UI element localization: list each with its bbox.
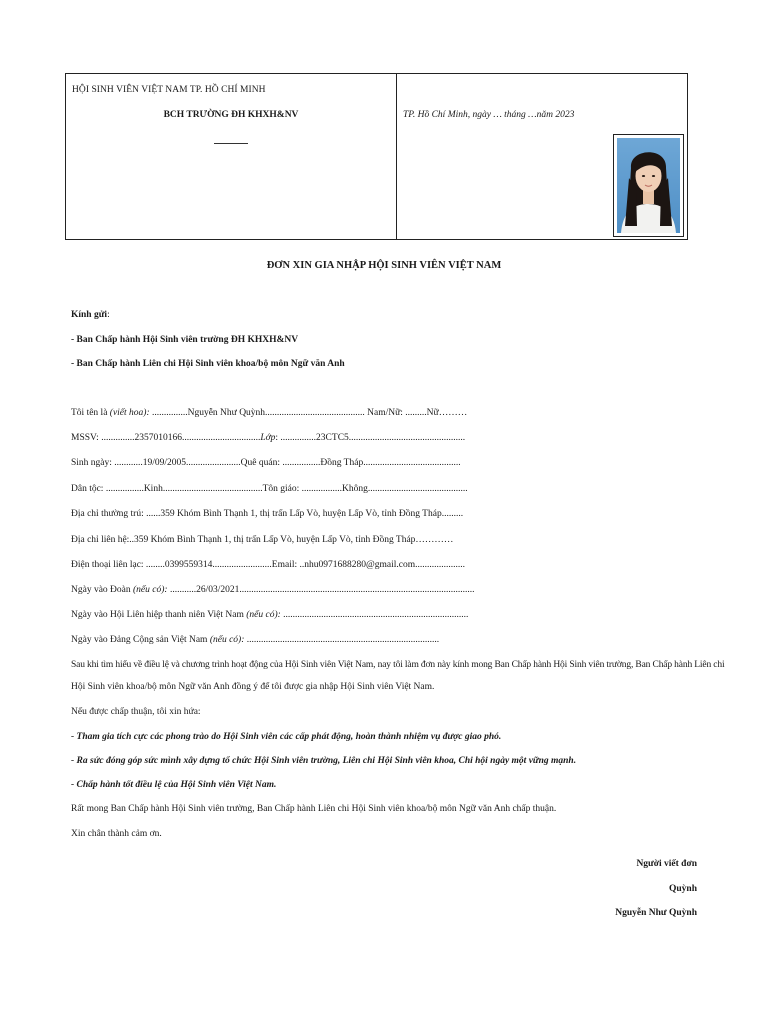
- closing-request: Rất mong Ban Chấp hành Hội Sinh viên trường, Ban Chấp hành Liên chi Hội Sinh viên khoa/bộ môn Ngữ văn Anh chấp thuận.: [71, 804, 557, 814]
- field-permanent-address: Địa chỉ thường trú: ......359 Khóm Bình Thạnh 1, thị trấn Lấp Vò, huyện Lấp Vò, tỉnh Đồng Tháp.........: [71, 509, 464, 519]
- doan-hint: (nếu có):: [133, 585, 168, 595]
- field-dang-date: [71, 635, 439, 645]
- lhtn-hint: (nếu có):: [246, 610, 281, 620]
- thanks: Xin chân thành cảm ơn.: [71, 829, 162, 839]
- student-portrait-photo: [617, 138, 680, 233]
- body-paragraph-line-1: Sau khi tìm hiểu về điều lệ và chương trình hoạt động của Hội Sinh viên Việt Nam, nay tôi làm đơn này kính mong Ban Chấp hành Hội Sinh viên trường, Ban Chấp hành Liên chi: [71, 660, 725, 670]
- header-table: [65, 73, 688, 240]
- field-phone-email: Điện thoại liên lạc: ........0399559314.........................Email: ..nhu0971688280@gmail.com.....................: [71, 560, 465, 570]
- place-date-line: TP. Hồ Chí Minh, ngày … tháng …năm 2023: [403, 110, 575, 120]
- dob-label: Sinh ngày:: [71, 458, 115, 468]
- organization-name: HỘI SINH VIÊN VIỆT NAM TP. HỒ CHÍ MINH: [72, 85, 266, 95]
- field-contact-address: Địa chỉ liên hệ:..359 Khóm Bình Thạnh 1, thị trấn Lấp Vò, huyện Lấp Vò, tỉnh Đồng Tháp…………: [71, 535, 454, 545]
- document-title: ĐƠN XIN GIA NHẬP HỘI SINH VIÊN VIỆT NAM: [266, 260, 502, 271]
- photo-frame: [613, 134, 684, 237]
- recipient-2: - Ban Chấp hành Liên chi Hội Sinh viên khoa/bộ môn Ngữ văn Anh: [71, 359, 345, 369]
- doan-label: Ngày vào Đoàn: [71, 585, 133, 595]
- lhtn-label: Ngày vào Hội Liên hiệp thanh niên Việt Nam: [71, 610, 247, 620]
- mssv-label: MSSV:: [71, 433, 102, 443]
- executive-committee-name: BCH TRƯỜNG ĐH KHXH&NV: [163, 110, 299, 120]
- lop-label: Lớp: [260, 433, 276, 443]
- salutation-text: Kính gửi: [71, 310, 108, 320]
- signature-label: Người viết đơn: [636, 859, 697, 869]
- dang-value: .................................................................................: [244, 635, 440, 645]
- field-doan-date: [71, 585, 474, 595]
- dob-value: ............19/09/2005.......................Quê quán: ................Đồng Tháp.........................................: [114, 458, 461, 468]
- body-paragraph-line-2: Hội Sinh viên khoa/bộ môn Ngữ văn Anh đồng ý để tôi được gia nhập Hội Sinh viên Việt Nam.: [71, 682, 435, 692]
- salutation-colon: :: [107, 310, 110, 320]
- name-hint: (viết hoa):: [109, 408, 150, 418]
- lhtn-value: ..............................................................................: [280, 610, 469, 620]
- doan-value: ...........26/03/2021...................................................................................................: [167, 585, 475, 595]
- promise-intro: Nếu được chấp thuận, tôi xin hứa:: [71, 707, 201, 717]
- field-name: [71, 408, 467, 418]
- header-divider: [214, 143, 248, 144]
- signer-full-name: Nguyễn Như Quỳnh: [615, 908, 697, 918]
- header-right-cell: [397, 74, 687, 239]
- field-ethnicity-religion: Dân tộc: ................Kinh..........................................Tôn giáo: .................Không..........................................: [71, 484, 468, 494]
- mssv-value: ..............2357010166.................................: [101, 433, 261, 443]
- signature: Quỳnh: [669, 884, 697, 894]
- field-mssv: [71, 433, 465, 443]
- name-value: ...............Nguyễn Như Quỳnh.......................................... Nam/Nữ: .........Nữ………: [149, 408, 468, 418]
- promise-item-2: - Ra sức đóng góp sức mình xây dựng tổ chức Hội Sinh viên trường, Liên chi Hội Sinh viên khoa, Chi hội ngày một vững mạnh.: [71, 756, 577, 766]
- header-left-cell: [66, 74, 397, 239]
- salutation: [71, 310, 110, 320]
- field-lhtn-date: [71, 610, 468, 620]
- recipient-1: - Ban Chấp hành Hội Sinh viên trường ĐH KHXH&NV: [71, 335, 299, 345]
- name-label: Tôi tên là: [71, 408, 110, 418]
- dang-hint: (nếu có):: [209, 635, 245, 645]
- dang-label: Ngày vào Đảng Cộng sản Việt Nam: [71, 635, 210, 645]
- lop-value: : ...............23CTC5.................................................: [275, 433, 466, 443]
- promise-item-3: - Chấp hành tốt điều lệ của Hội Sinh viên Việt Nam.: [71, 780, 277, 790]
- promise-item-1: - Tham gia tích cực các phong trào do Hội Sinh viên các cấp phát động, hoàn thành nhiệm vụ được giao phó.: [71, 732, 502, 742]
- portrait-icon: [617, 138, 680, 233]
- field-dob: [71, 458, 461, 468]
